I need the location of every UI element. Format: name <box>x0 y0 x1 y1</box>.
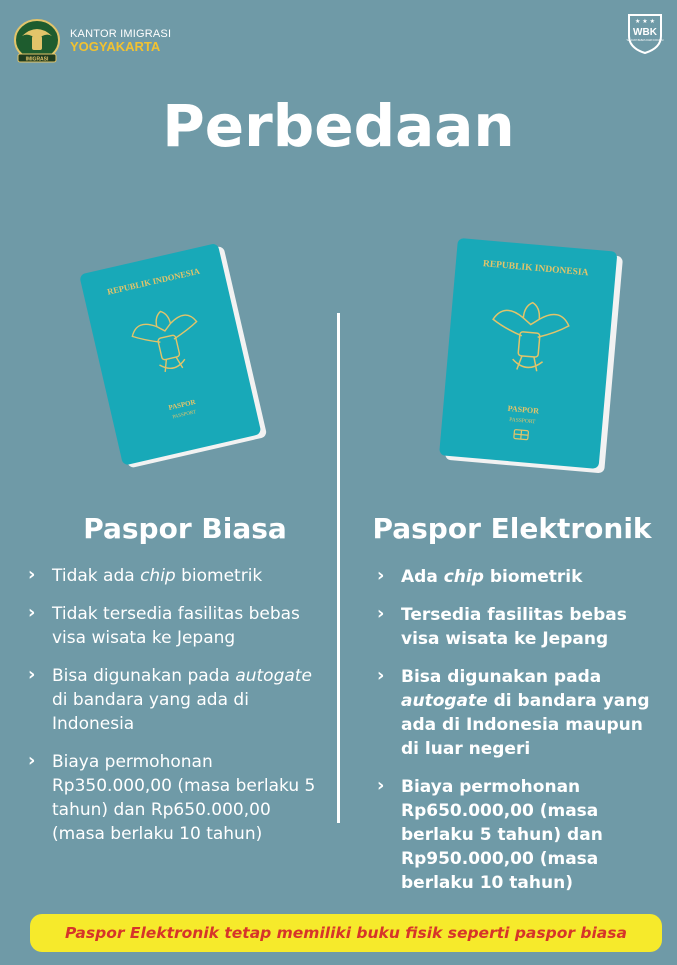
list-item: › Ada chip biometrik <box>377 565 662 589</box>
list-item: › Biaya permohonan Rp650.000,00 (masa berlaku 5 tahun) dan Rp950.000,00 (masa berlaku 10 tahun) <box>377 775 662 895</box>
list-item: › Tersedia fasilitas bebas visa wisata ke Jepang <box>377 603 662 651</box>
passport-biasa-label: PASPOR <box>167 397 197 412</box>
wbk-badge-subtext: WILAYAH BEBAS DARI KORUPSI <box>626 39 664 42</box>
list-item: › Bisa digunakan pada autogate di bandara yang ada di Indonesia <box>28 664 323 736</box>
list-item: › Biaya permohonan Rp350.000,00 (masa berlaku 5 tahun) dan Rp650.000,00 (masa berlaku 10 tahun) <box>28 750 323 846</box>
passport-biasa-label-en: PASSPORT <box>172 410 197 421</box>
office-name-line2: YOGYAKARTA <box>70 38 161 54</box>
page-title: Perbedaan <box>162 92 515 160</box>
office-logo <box>12 18 171 64</box>
paspor-biasa-heading: Paspor Biasa <box>83 512 287 545</box>
svg-text:★ ★ ★: ★ ★ ★ <box>635 18 655 25</box>
footer-note-text: Paspor Elektronik tetap memiliki buku fisik seperti paspor biasa <box>65 924 627 942</box>
list-item: › Tidak ada chip biometrik <box>28 564 323 588</box>
office-name-line1: KANTOR IMIGRASI <box>70 27 172 40</box>
footer-note-banner <box>30 914 662 952</box>
passport-biasa-country: REPUBLIK INDONESIA <box>106 265 201 297</box>
paspor-elektronik-list <box>377 565 662 909</box>
paspor-elektronik-heading: Paspor Elektronik <box>372 512 652 545</box>
passport-biasa-image <box>72 232 272 482</box>
list-item: › Tidak tersedia fasilitas bebas visa wisata ke Jepang <box>28 602 323 650</box>
column-divider <box>337 313 340 823</box>
passport-elektronik-label-en: PASSPORT <box>508 417 536 426</box>
emblem-label: IMIGRASI <box>25 56 49 63</box>
passport-elektronik-image <box>418 226 628 486</box>
passport-elektronik-country: REPUBLIK INDONESIA <box>482 259 589 279</box>
list-item: › Bisa digunakan pada autogate di bandara yang ada di Indonesia maupun di luar negeri <box>377 665 662 761</box>
paspor-biasa-list <box>28 564 323 860</box>
garuda-emblem-icon <box>12 18 62 64</box>
wbk-badge-icon <box>625 12 665 54</box>
wbk-badge-text: WBK <box>633 27 657 38</box>
passport-elektronik-label: PASPOR <box>507 403 540 416</box>
